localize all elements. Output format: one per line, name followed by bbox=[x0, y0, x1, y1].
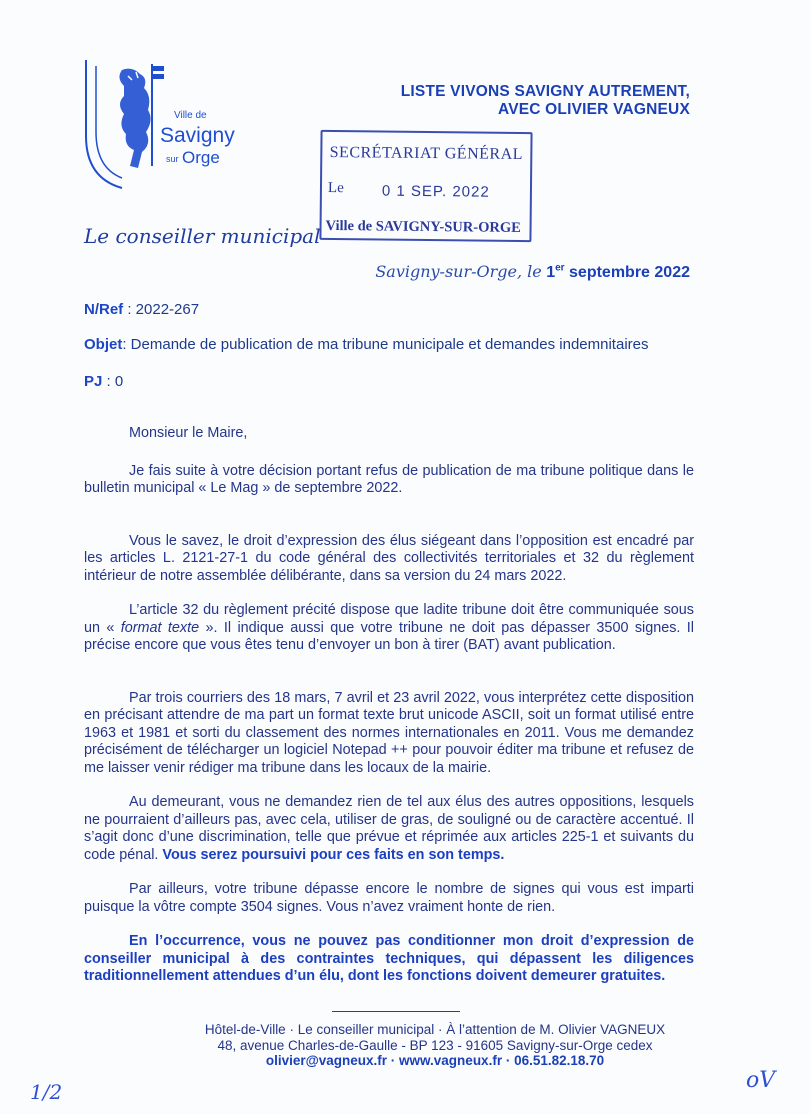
list-name-line-1: LISTE VIVONS SAVIGNY AUTREMENT, bbox=[400, 83, 690, 100]
paragraph-5-bold: Vous serez poursuivi pour ces faits en son temps. bbox=[162, 846, 505, 863]
date-day: 1 bbox=[546, 264, 556, 281]
subject-line bbox=[84, 336, 649, 353]
paragraph-6: Par ailleurs, votre tribune dépasse encore le nombre de signes qui vous est imparti puisque la vôtre compte 3504 signes. Vous n’avez vraiment honte de rien. bbox=[84, 881, 694, 915]
letter-date bbox=[546, 264, 690, 281]
place-date bbox=[375, 262, 690, 282]
stamp-city: Ville de SAVIGNY-SUR-ORGE bbox=[325, 217, 521, 236]
stamp-le: Le bbox=[327, 179, 344, 197]
footer-address-line-2: 48, avenue Charles-de-Gaulle - BP 123 - 91605 Savigny-sur-Orge cedex bbox=[217, 1038, 653, 1053]
stamp-date: 0 1 SEP. 2022 bbox=[381, 182, 490, 201]
handwritten-page-number: 1/2 bbox=[30, 1080, 63, 1104]
handwritten-initials: oV bbox=[746, 1068, 776, 1093]
date-day-suffix: er bbox=[555, 262, 565, 274]
city-logo bbox=[82, 56, 242, 191]
sender-role: Le conseiller municipal bbox=[84, 224, 321, 248]
reference-value: : 2022-267 bbox=[127, 301, 200, 318]
lion-crest-icon bbox=[82, 56, 242, 191]
footer-contact-line: olivier@vagneux.fr · www.vagneux.fr · 06.51.82.18.70 bbox=[265, 1053, 605, 1068]
footer-divider bbox=[332, 1011, 460, 1012]
paragraph-3 bbox=[84, 602, 694, 655]
paragraph-3-part-b: ». Il indique aussi que votre tribune ne doit pas dépasser 3500 signes. Il précise encore que vous êtes tenu d’envoyer un bon à tirer (BAT) avant publication. bbox=[84, 619, 694, 653]
salutation: Monsieur le Maire, bbox=[129, 425, 248, 441]
paragraph-5-part-a: Au demeurant, vous ne demandez rien de tel aux élus des autres oppositions, lesquels ne pourraient d’ailleurs pas, avec cela, utiliser de gras, de souligné ou de caractère accentué. Il s’agit donc d’une discrimination, telle que prévue et réprimée aux articles 225-1 et suivants du code pénal. bbox=[84, 794, 694, 863]
logo-ville-de: Ville de bbox=[174, 110, 207, 121]
list-name-line-2: AVEC OLIVIER VAGNEUX bbox=[497, 101, 690, 118]
paragraph-3-emphasis: format texte bbox=[120, 619, 200, 636]
logo-orge: Orge bbox=[182, 148, 220, 167]
subject-label: Objet bbox=[84, 336, 123, 353]
place: Savigny-sur-Orge, le bbox=[375, 262, 542, 281]
reference-label: N/Ref bbox=[84, 301, 124, 318]
letter-body bbox=[84, 425, 694, 986]
paragraph-5 bbox=[84, 794, 694, 864]
date-month-year: septembre 2022 bbox=[569, 264, 690, 281]
footer-address-line-1: Hôtel-de-Ville · Le conseiller municipal · À l’attention de M. Olivier VAGNEUX bbox=[204, 1022, 666, 1037]
stamp-title: SECRÉTARIAT GÉNÉRAL bbox=[329, 143, 524, 164]
reception-stamp bbox=[319, 130, 532, 242]
logo-savigny: Savigny bbox=[160, 124, 235, 147]
attachments-line bbox=[84, 373, 123, 390]
attachments-label: PJ bbox=[84, 373, 103, 390]
paragraph-3-part-a: L’article 32 du règlement précité dispose que ladite tribune doit être communiquée sous un « bbox=[84, 602, 694, 636]
logo-sur: sur bbox=[166, 154, 179, 164]
paragraph-4: Par trois courriers des 18 mars, 7 avril et 23 avril 2022, vous interprétez cette disposition en précisant attendre de ma part un format texte brut unicode ASCII, soit un format utilisé entre 1963 et 1981 et sorti du classement des normes internationales en 2011. Vous me demandez précisément de télécharger un logiciel Notepad ++ pour pouvoir éditer ma tribune et refusez de me laisser venir rédiger ma tribune dans les locaux de la mairie. bbox=[84, 689, 694, 776]
reference-line bbox=[84, 301, 199, 318]
paragraph-7: En l’occurrence, vous ne pouvez pas conditionner mon droit d’expression de conseiller municipal à des contraintes techniques, qui dépassent les diligences traditionnellement attendues d’un élu, dont les fonctions doivent demeurer gratuites. bbox=[84, 933, 694, 984]
paragraph-2: Vous le savez, le droit d’expression des élus siégeant dans l’opposition est encadré par les articles L. 2121-27-1 du code général des collectivités territoriales et 32 du règlement intérieur de notre assemblée délibérante, dans sa version du 24 mars 2022. bbox=[84, 532, 694, 584]
subject-value: : Demande de publication de ma tribune municipale et demandes indemnitaires bbox=[122, 336, 649, 353]
attachments-value: : 0 bbox=[106, 373, 124, 390]
paragraph-1: Je fais suite à votre décision portant refus de publication de ma tribune politique dans le bulletin municipal « Le Mag » de septembre 2022. bbox=[84, 462, 694, 496]
